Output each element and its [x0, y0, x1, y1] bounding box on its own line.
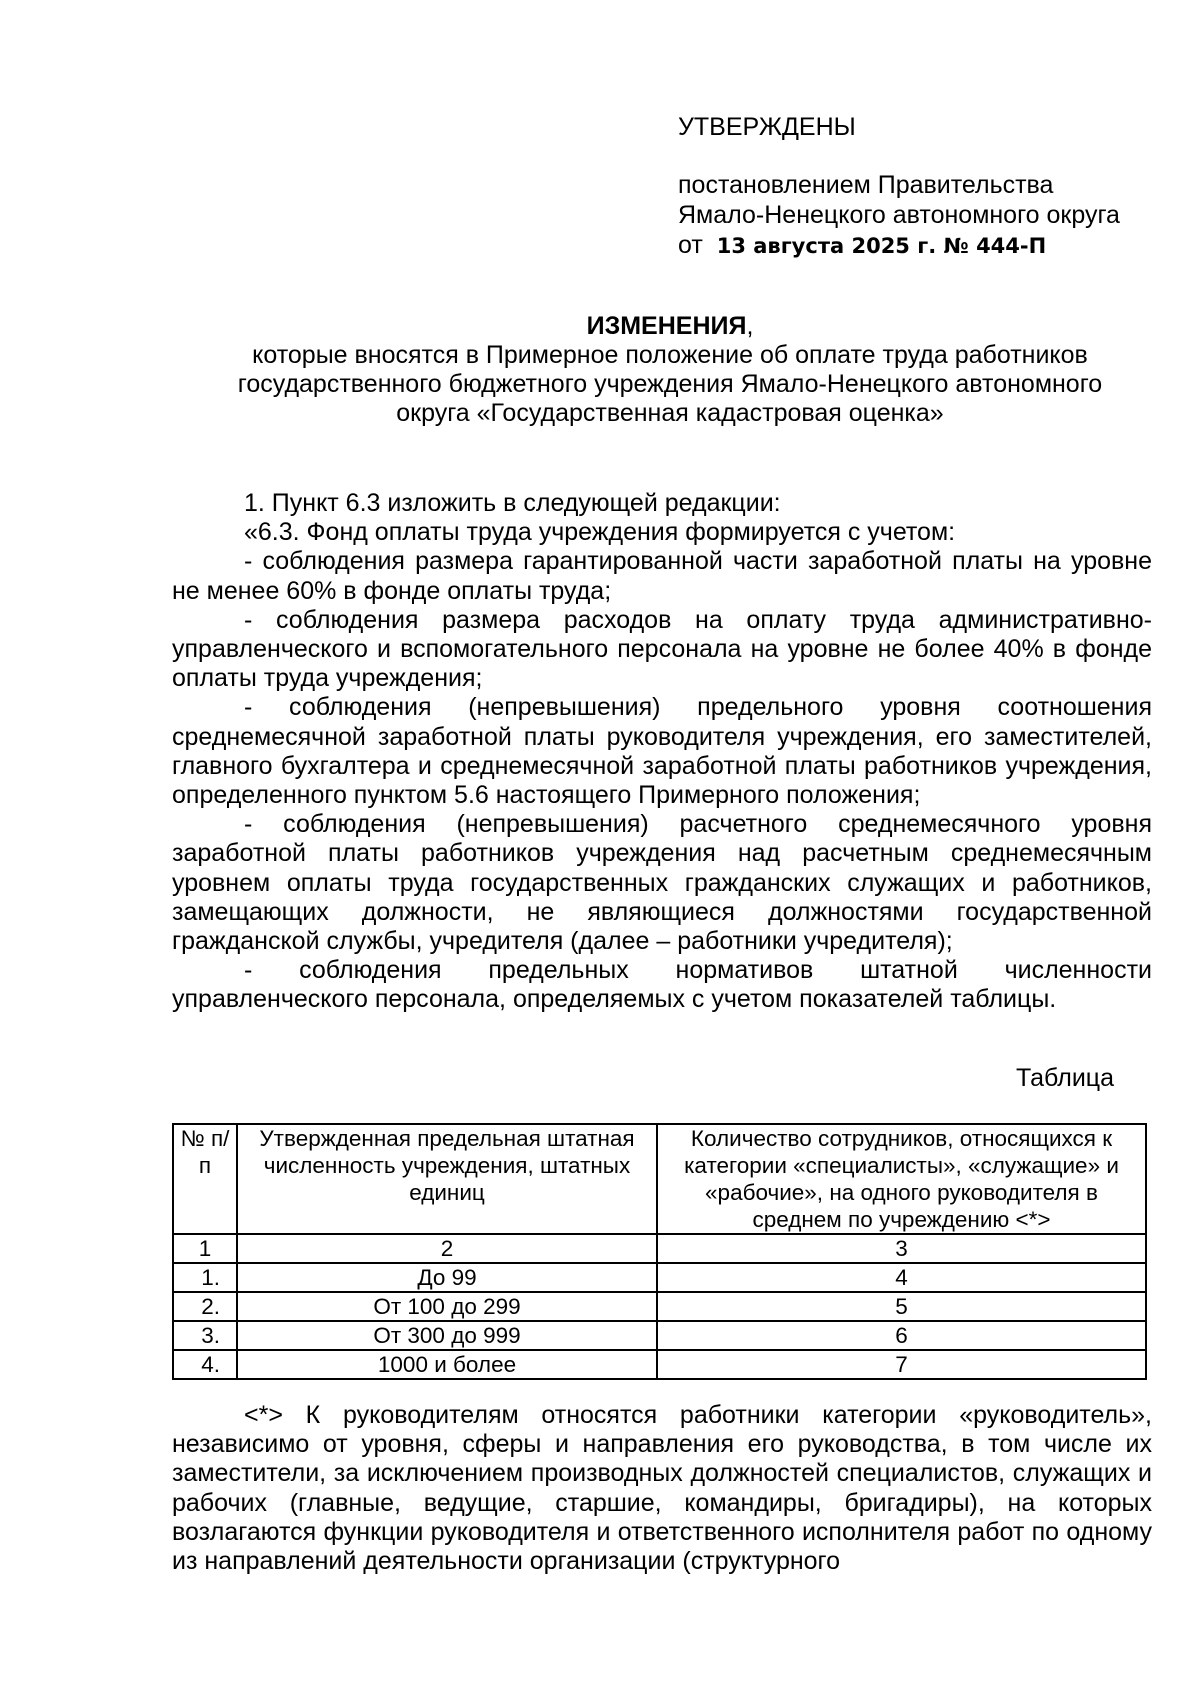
table-row — [173, 1292, 1146, 1321]
table-row — [173, 1263, 1146, 1292]
document-title-line — [172, 312, 1168, 341]
table-cell: 3 — [657, 1234, 1146, 1263]
table-cell: От 300 до 999 — [237, 1321, 657, 1350]
table-cell: 2. — [173, 1292, 237, 1321]
staffing-norms-table — [172, 1123, 1147, 1380]
approval-line-2: Ямало-Ненецкого автономного округа — [678, 201, 1120, 229]
table-header-ratio: Количество сотрудников, относящихся к категории «специалисты», «служащие» и «рабочие», на одного руководителя в среднем по учреждению <*> — [657, 1124, 1146, 1234]
paragraph-3: - соблюдения размера гарантированной части заработной платы на уровне не менее 60% в фонде оплаты труда; — [172, 547, 1152, 605]
table-cell: 4 — [657, 1263, 1146, 1292]
footnote-text: <*> К руководителям относятся работники категории «руководитель», независимо от уровня, сферы и направления его руководства, в том числе их заместители, за исключением производных должностей специалистов, служащих и рабочих (главные, ведущие, старшие, командиры, бригадиры), на которых возлагаются функции руководителя и ответственного исполнителя работ по одному из направлений деятельности организации (структурного — [172, 1401, 1152, 1576]
table-cell: 1 — [173, 1234, 237, 1263]
table-header-staff-count: Утвержденная предельная штатная численность учреждения, штатных единиц — [237, 1124, 657, 1234]
approval-line-1: постановлением Правительства — [678, 171, 1054, 199]
table-header-row — [173, 1124, 1146, 1234]
approval-heading: УТВЕРЖДЕНЫ — [678, 113, 856, 141]
table-cell: 6 — [657, 1321, 1146, 1350]
document-subtitle-1: которые вносятся в Примерное положение об оплате труда работников — [252, 341, 1088, 369]
paragraph-2: «6.3. Фонд оплаты труда учреждения формируется с учетом: — [244, 518, 956, 547]
document-title-comma: , — [746, 312, 754, 340]
table-cell: 5 — [657, 1292, 1146, 1321]
table-cell: 7 — [657, 1350, 1146, 1379]
paragraph-5: - соблюдения (непревышения) предельного уровня соотношения среднемесячной заработной платы руководителя учреждения, его заместителей, главного бухгалтера и среднемесячной заработной платы работников учреждения, определенного пунктом 5.6 настоящего Примерного положения; — [172, 693, 1152, 810]
table-cell: 1. — [173, 1263, 237, 1292]
document-title: ИЗМЕНЕНИЯ — [586, 312, 747, 340]
table-cell: 2 — [237, 1234, 657, 1263]
paragraph-7: - соблюдения предельных нормативов штатной численности управленческого персонала, определяемых с учетом показателей таблицы. — [172, 956, 1152, 1014]
table-cell: 4. — [173, 1350, 237, 1379]
table-row — [173, 1234, 1146, 1263]
document-body — [172, 489, 1152, 1015]
paragraph-1: 1. Пункт 6.3 изложить в следующей редакции: — [244, 489, 781, 517]
table-cell: До 99 — [237, 1263, 657, 1292]
table-cell: 3. — [173, 1321, 237, 1350]
paragraph-6: - соблюдения (непревышения) расчетного среднемесячного уровня заработной платы работников учреждения над расчетным среднемесячным уровнем оплаты труда государственных гражданских служащих и работников, замещающих должности, не являющиеся должностями государственной гражданской службы, учредителя (далее – работники учредителя); — [172, 810, 1152, 956]
document-subtitle-2: государственного бюджетного учреждения Ямало-Ненецкого автономного — [237, 370, 1103, 398]
table-cell: 1000 и более — [237, 1350, 657, 1379]
table-header-number: № п/п — [173, 1124, 237, 1234]
approval-date-value: 13 августа 2025 г. № 444-П — [716, 234, 1047, 258]
table-cell: От 100 до 299 — [237, 1292, 657, 1321]
approval-block — [678, 112, 1120, 261]
table-row — [173, 1321, 1146, 1350]
document-subtitle-3: округа «Государственная кадастровая оценка» — [396, 399, 944, 427]
table-caption: Таблица — [1016, 1064, 1115, 1092]
approval-date-prefix: от — [678, 231, 703, 259]
table-footnote — [172, 1401, 1152, 1576]
document-title-block — [172, 312, 1168, 428]
table-row — [173, 1350, 1146, 1379]
approval-date-line — [678, 230, 1120, 261]
paragraph-4: - соблюдения размера расходов на оплату труда административно-управленческого и вспомогательного персонала на уровне не более 40% в фонде оплаты труда учреждения; — [172, 605, 1152, 693]
